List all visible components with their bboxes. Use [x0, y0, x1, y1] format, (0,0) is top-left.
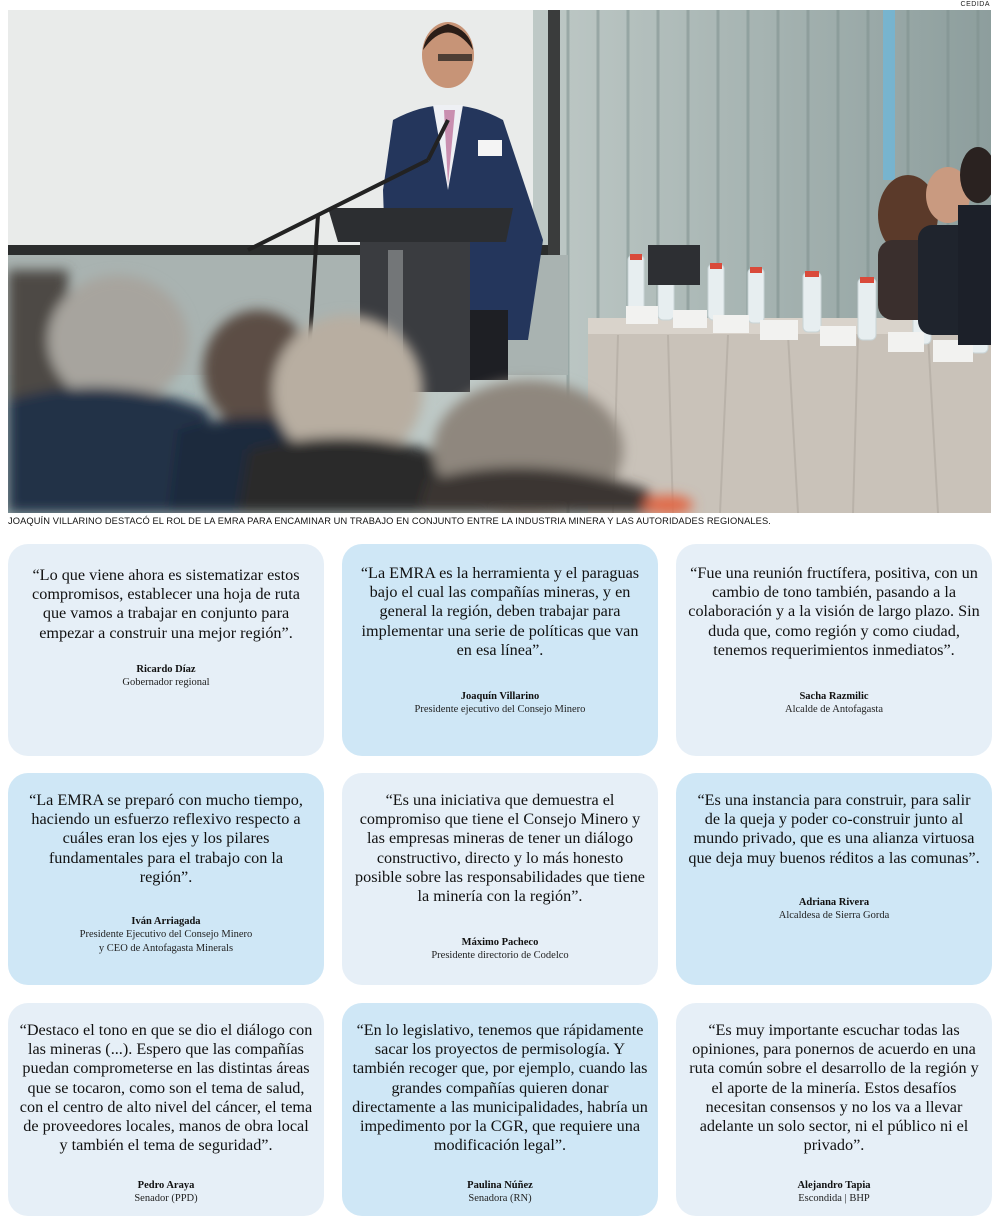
quote-text: “Es una iniciativa que demuestra el compromiso que tiene el Consejo Minero y las empresas mineras de tener un diálogo constructivo, directo y lo más honesto posible sobre las responsabilidades que tiene la minería con la región”. [355, 791, 645, 906]
quote-card [8, 773, 324, 985]
quote-role: Alcalde de Antofagasta [785, 704, 883, 716]
quote-text: “Fue una reunión fructífera, positiva, con un cambio de tono también, pasando a la colaboración y a la visión de largo plazo. Sin duda que, como región y como ciudad, tenemos requerimientos inmediatos”. [688, 564, 980, 659]
quote-text: “Es una instancia para construir, para salir de la queja y poder co-construir junto al mundo privado, que es una alianza virtuosa que deja muy buenos réditos a las comunas”. [688, 791, 980, 867]
quote-role: Alcaldesa de Sierra Gorda [778, 909, 890, 921]
quote-role: Presidente directorio de Codelco [431, 950, 569, 962]
quote-text: “Es muy importante escuchar todas las opiniones, para ponernos de acuerdo en una ruta común sobre el desarrollo de la región y el aporte de la minería. Estos desafíos necesitan consensos y no los va a llevar adelante un solo sector, ni el público ni el privado”. [689, 1021, 979, 1155]
quote-card [8, 1003, 324, 1216]
quote-card [8, 544, 324, 756]
quote-card [676, 544, 992, 756]
quote-role: Presidente Ejecutivo del Consejo Minero [79, 929, 253, 941]
quote-card [676, 1003, 992, 1216]
quote-author: Iván Arriagada [131, 916, 201, 928]
quote-text: “En lo legislativo, tenemos que rápidamente sacar los proyectos de permisología. Y también recoger que, por ejemplo, cuando las grandes compañías quieren donar directamente a las municipalidades, habría un impedimento por la CGR, que requiere una modificación legal”. [352, 1021, 648, 1155]
quote-author: Adriana Rivera [798, 896, 870, 908]
quotes-grid [8, 544, 992, 1216]
quote-text: “La EMRA es la herramienta y el paraguas bajo el cual las compañías mineras, y en general la región, deben trabajar para implementar una serie de políticas que van en esa línea”. [360, 564, 640, 659]
quote-author: Ricardo Díaz [136, 663, 196, 675]
quote-author: Máximo Pacheco [461, 937, 539, 949]
quote-author: Alejandro Tapia [797, 1180, 871, 1192]
quote-author: Paulina Núñez [467, 1180, 533, 1192]
photo-caption: JOAQUÍN VILLARINO DESTACÓ EL ROL DE LA EMRA PARA ENCAMINAR UN TRABAJO EN CONJUNTO ENTRE LA INDUSTRIA MINERA Y LAS AUTORIDADES REGIONALES. [8, 516, 771, 526]
quote-card [342, 544, 658, 756]
quote-role: Gobernador regional [122, 676, 210, 688]
quote-text: “Destaco el tono en que se dio el diálogo con las mineras (...). Espero que las compañías puedan comprometerse en las distintas áreas que se tocaron, como son el tema de salud, con el centro de alto nivel del cáncer, el tema de proveedores locales, manos de obra local y también el tema de seguridad”. [19, 1021, 313, 1155]
quote-role: Senadora (RN) [468, 1193, 532, 1205]
quote-card [342, 773, 658, 985]
quote-card [342, 1003, 658, 1216]
quote-role: Escondida | BHP [798, 1193, 870, 1205]
quote-author: Pedro Araya [137, 1180, 195, 1192]
quote-author: Joaquín Villarino [460, 691, 540, 703]
photo-credit: CEDIDA [960, 1, 990, 8]
quote-text: “La EMRA se preparó con mucho tiempo, haciendo un esfuerzo reflexivo respecto a cuáles eran los ejes y los pilares fundamentales para el trabajo con la región”. [29, 791, 303, 886]
event-photo [8, 10, 991, 513]
quote-role: Senador (PPD) [134, 1193, 198, 1205]
quote-card [676, 773, 992, 985]
quote-author: Sacha Razmilic [799, 691, 869, 703]
quote-text: “Lo que viene ahora es sistematizar estos compromisos, establecer una hoja de ruta que vamos a trabajar en conjunto para empezar a construir una mejor región”. [32, 566, 300, 642]
quote-role-line2: y CEO de Antofagasta Minerals [98, 943, 234, 955]
quote-role: Presidente ejecutivo del Consejo Minero [414, 704, 586, 716]
